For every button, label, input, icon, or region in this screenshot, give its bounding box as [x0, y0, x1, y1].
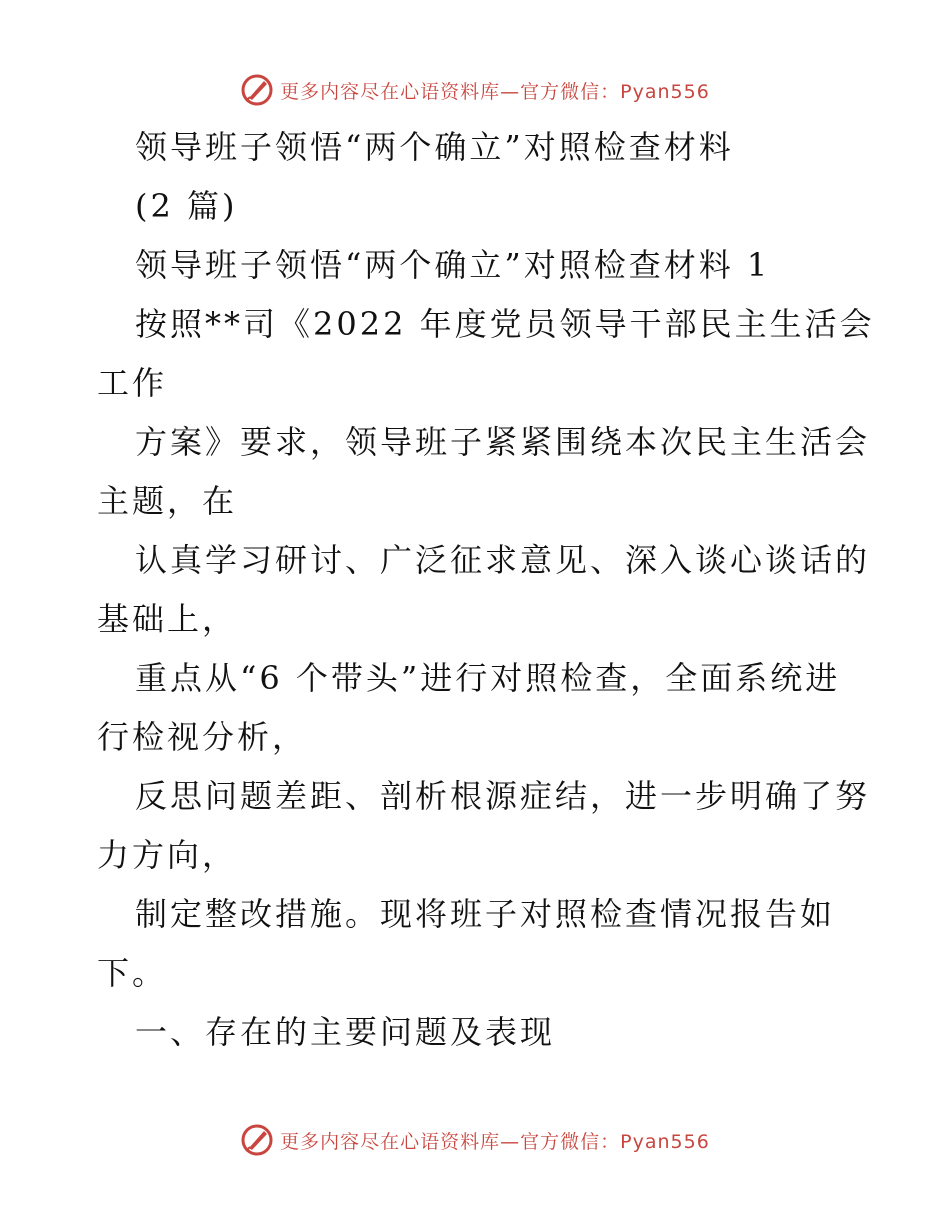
- text-line: 制定整改措施。现将班子对照检查情况报告如: [135, 895, 836, 933]
- watermark-text: 更多内容尽在心语资料库—官方微信：Pyan556: [280, 80, 710, 103]
- text-line: 基础上，: [97, 600, 238, 638]
- quill-logo-icon: [240, 73, 274, 107]
- text-line: 方案》要求，领导班子紧紧围绕本次民主生活会: [135, 423, 871, 461]
- watermark-header: [0, 70, 950, 110]
- text-line: 主题，在: [97, 482, 238, 520]
- text-line: 领导班子领悟“两个确立”对照检查材料 1: [135, 246, 771, 284]
- text-line: 反思问题差距、剖析根源症结，进一步明确了努: [135, 777, 871, 815]
- text-line: 力方向，: [97, 836, 238, 874]
- watermark-text: 更多内容尽在心语资料库—官方微信：Pyan556: [280, 1130, 710, 1153]
- text-line: 领导班子领悟“两个确立”对照检查材料: [135, 128, 734, 166]
- text-line: 一、存在的主要问题及表现: [135, 1013, 556, 1051]
- text-line: 重点从“6 个带头”进行对照检查，全面系统进: [135, 659, 841, 697]
- quill-logo-icon: [240, 1123, 274, 1157]
- text-line: 按照**司《2022 年度党员领导干部民主生活会: [135, 305, 875, 343]
- watermark-footer: [0, 1120, 950, 1160]
- text-line: 行检视分析，: [97, 718, 308, 756]
- document-body: [97, 118, 875, 1062]
- text-line: (2 篇): [135, 187, 238, 225]
- text-line: 工作: [97, 364, 168, 402]
- text-line: 认真学习研讨、广泛征求意见、深入谈心谈话的: [135, 541, 871, 579]
- text-line: 下。: [97, 954, 168, 992]
